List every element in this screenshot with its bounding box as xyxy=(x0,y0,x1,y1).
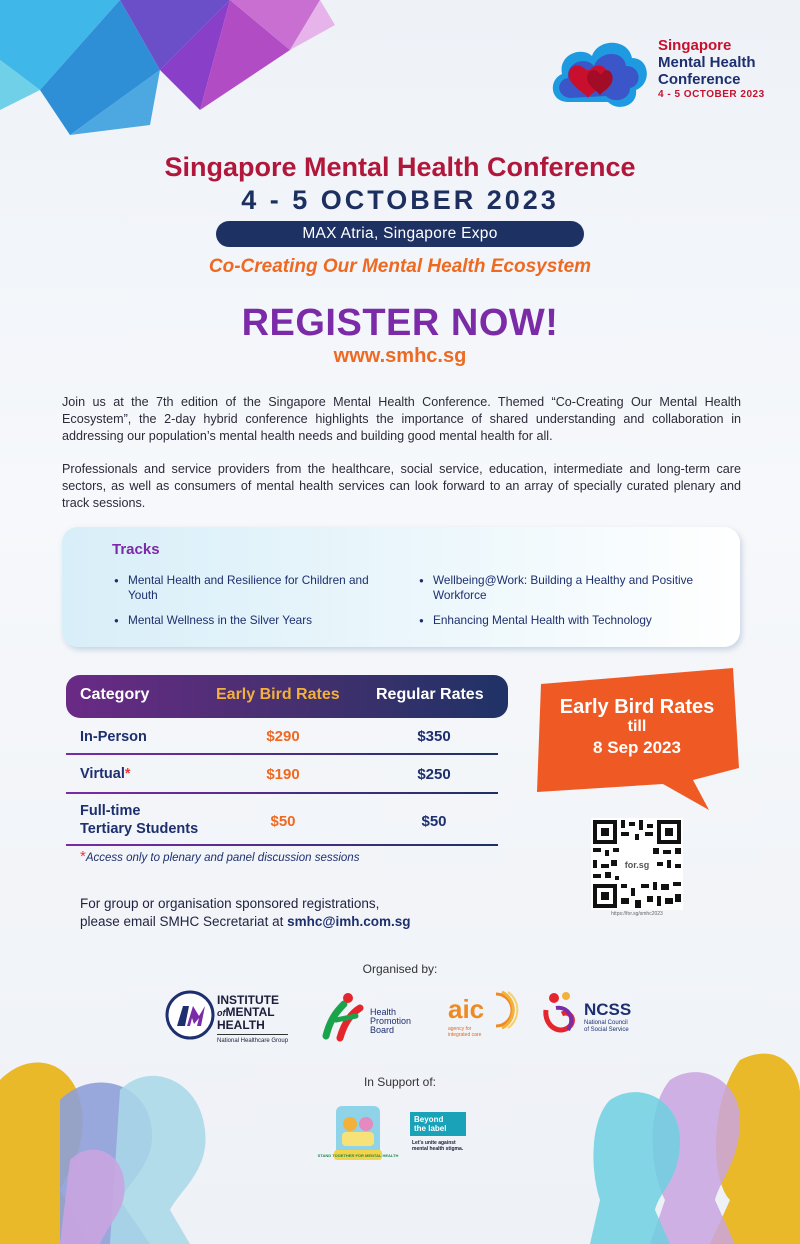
group-registration-info xyxy=(80,895,411,931)
beyond-the-label-logo xyxy=(410,1112,470,1158)
tracks-title: Tracks xyxy=(112,541,160,558)
track-item: ● Mental Wellness in the Silver Years xyxy=(114,613,384,628)
row-students-early: $50 xyxy=(270,813,296,830)
row-in-person-regular: $350 xyxy=(417,728,451,745)
qr-code[interactable] xyxy=(591,818,683,910)
hpb-line-2: Promotion xyxy=(370,1016,412,1026)
footnote-text: Access only to plenary and panel discussion sessions xyxy=(85,852,360,864)
group-line-1: For group or organisation sponsored registrations, xyxy=(80,896,380,911)
early-bird-line-1: Early Bird Rates xyxy=(559,696,715,718)
hpb-emblem-icon xyxy=(320,990,370,1042)
header-early-bird: Early Bird Rates xyxy=(216,686,340,703)
btl-line-1: Beyond xyxy=(414,1115,444,1124)
people-silhouettes-left xyxy=(0,1040,230,1244)
hpb-logo xyxy=(320,990,430,1042)
header-regular: Regular Rates xyxy=(376,686,484,703)
decorative-polygons xyxy=(0,0,340,140)
group-line-2-prefix: please email SMHC Secretariat at xyxy=(80,914,288,929)
btl-line-2: the label xyxy=(414,1124,447,1133)
row-divider xyxy=(66,792,498,794)
imh-line-2-text: MENTAL xyxy=(225,1005,275,1019)
footnote-asterisk: * xyxy=(80,848,86,865)
imh-logo xyxy=(165,990,305,1042)
row-students-label xyxy=(80,802,198,838)
imh-of: of xyxy=(217,1008,226,1018)
btl-sub-line-1: Let's unite against xyxy=(412,1140,456,1146)
hpb-line-3: Board xyxy=(370,1025,395,1035)
btl-sub-line-2: mental health stigma. xyxy=(412,1146,464,1152)
track-item: ● Enhancing Mental Health with Technology xyxy=(419,613,709,628)
imh-emblem-icon xyxy=(165,990,215,1040)
conference-logo xyxy=(548,32,778,112)
in-support-of-label: In Support of: xyxy=(363,1075,437,1089)
row-students-line-2: Tertiary Students xyxy=(80,821,199,837)
asterisk: * xyxy=(124,766,131,782)
imh-subtitle: National Healthcare Group xyxy=(217,1034,288,1045)
organised-by-label: Organised by: xyxy=(362,962,438,976)
logo-line-1: Singapore xyxy=(658,37,732,54)
header-category: Category xyxy=(80,686,150,703)
ncss-logo xyxy=(540,990,640,1042)
venue-badge: MAX Atria, Singapore Expo xyxy=(216,221,584,247)
aic-logo xyxy=(444,990,522,1042)
early-bird-line-2: till xyxy=(627,718,647,735)
row-divider xyxy=(66,753,498,755)
row-students-line-1: Full-time xyxy=(80,803,141,819)
aic-sub-line-1: agency for xyxy=(448,1026,472,1032)
track-item: ● Mental Health and Resilience for Children and Youth xyxy=(114,573,384,603)
logo-line-4: 4 - 5 OCTOBER 2023 xyxy=(658,89,765,100)
aic-emblem-icon xyxy=(444,990,522,1030)
ncss-sub-line-2: of Social Service xyxy=(584,1027,629,1033)
conference-theme: Co-Creating Our Mental Health Ecosystem xyxy=(208,256,592,277)
hpb-line-1: Health xyxy=(370,1007,397,1017)
row-virtual-label xyxy=(80,765,131,783)
aic-wordmark: aic xyxy=(448,994,485,1024)
row-virtual-text: Virtual xyxy=(80,766,125,782)
ncss-title: NCSS xyxy=(584,1000,632,1019)
stand-together-logo xyxy=(317,1100,399,1164)
row-virtual-early: $190 xyxy=(266,766,300,783)
audience-paragraph: Professionals and service providers from the healthcare, social service, education, intermediate and long-term care sectors, as well as consumers of mental health services can look forward to an array of specially curated plenary and track sessions. xyxy=(62,462,741,510)
aic-sub-line-2: integrated care xyxy=(448,1032,482,1038)
logo-line-2: Mental Health xyxy=(658,54,756,71)
conference-dates: 4 - 5 OCTOBER 2023 xyxy=(241,185,559,215)
early-bird-line-3: 8 Sep 2023 xyxy=(593,738,681,757)
row-students-regular: $50 xyxy=(421,813,447,830)
row-in-person-early: $290 xyxy=(266,728,300,745)
imh-line-3: HEALTH xyxy=(217,1018,265,1032)
intro-paragraph: Join us at the 7th edition of the Singapore Mental Health Conference. Themed “Co-Creating Our Mental Health Ecosystem”, the 2-day hybrid conference highlights the importance of shared understanding and collaboration in addressing our population’s mental health needs and building good mental health for all. xyxy=(62,395,741,443)
imh-line-1: INSTITUTE xyxy=(217,993,279,1007)
qr-center-text: for.sg xyxy=(624,860,650,870)
ncss-emblem-icon xyxy=(540,990,582,1042)
rates-footnote xyxy=(80,848,359,865)
people-silhouettes-right xyxy=(590,1040,800,1244)
website-link[interactable]: www.smhc.sg xyxy=(333,345,467,367)
track-item: ● Wellbeing@Work: Building a Healthy and Positive Workforce xyxy=(419,573,709,603)
row-virtual-regular: $250 xyxy=(417,766,451,783)
ncss-sub-line-1: National Council xyxy=(584,1020,628,1026)
email-link[interactable]: smhc@imh.com.sg xyxy=(287,914,411,929)
logo-line-3: Conference xyxy=(658,71,741,88)
conference-title: Singapore Mental Health Conference xyxy=(164,152,636,182)
stand-together-text: STAND TOGETHER FOR MENTAL HEALTH xyxy=(317,1153,399,1158)
register-now-heading: REGISTER NOW! xyxy=(241,302,559,344)
early-bird-text xyxy=(540,696,734,758)
row-in-person-label: In-Person xyxy=(80,729,147,745)
row-divider xyxy=(66,844,498,846)
qr-caption: https://for.sg/smhc2023 xyxy=(611,911,663,917)
cloud-heart-icon xyxy=(548,32,652,112)
group-line-2 xyxy=(80,913,411,931)
